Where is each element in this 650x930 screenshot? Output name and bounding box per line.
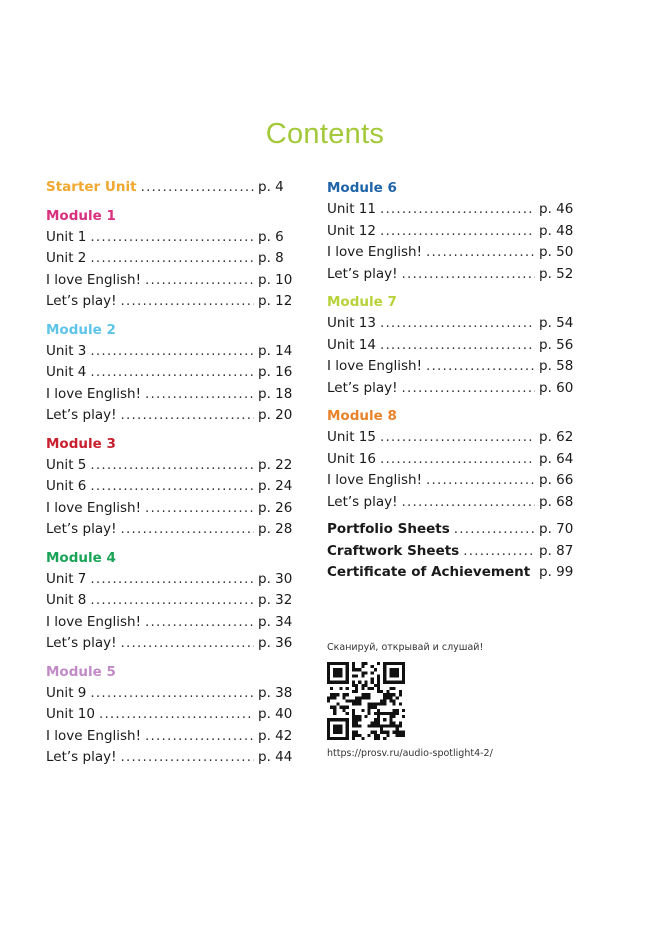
toc-entry[interactable] xyxy=(327,519,579,541)
toc-entry-page: p. 40 xyxy=(258,706,293,722)
toc-entry-page: p. 50 xyxy=(539,244,574,260)
toc-entry[interactable] xyxy=(46,590,298,612)
toc-leader-dots xyxy=(145,270,254,292)
toc-leader-dots xyxy=(380,449,535,471)
toc-entry-page: p. 28 xyxy=(258,521,293,537)
toc-entry-page: p. 8 xyxy=(258,250,284,266)
toc-entry-page: p. 24 xyxy=(258,478,293,494)
toc-leader-dots xyxy=(121,633,255,655)
toc-leader-dots xyxy=(426,356,535,378)
toc-entry[interactable] xyxy=(327,427,579,449)
toc-entry-page: p. 46 xyxy=(539,201,574,217)
toc-leader-dots xyxy=(121,747,255,769)
toc-entry-title: Unit 1 xyxy=(46,228,87,245)
toc-entry-title: Unit 8 xyxy=(46,592,87,608)
module-heading-module1: Module 1 xyxy=(46,207,116,224)
toc-entry-title: I love English! xyxy=(327,358,423,374)
toc-entry[interactable] xyxy=(327,470,579,492)
toc-entry-page: p. 70 xyxy=(539,521,574,537)
toc-leader-dots xyxy=(141,177,254,199)
toc-entry[interactable] xyxy=(46,569,298,591)
toc-entry-page: p. 66 xyxy=(539,472,574,488)
toc-entry-page: p. 20 xyxy=(258,407,293,423)
toc-entry-title: Unit 5 xyxy=(46,456,87,473)
toc-entry-title: I love English! xyxy=(46,385,142,402)
module-heading-module2: Module 2 xyxy=(46,321,116,338)
toc-entry[interactable] xyxy=(46,227,298,249)
toc-entry-page: p. 22 xyxy=(258,456,293,473)
toc-entry[interactable] xyxy=(46,612,298,634)
toc-leader-dots xyxy=(463,541,535,563)
toc-entry[interactable] xyxy=(46,633,298,655)
toc-entry[interactable] xyxy=(327,313,579,335)
toc-entry[interactable] xyxy=(46,726,298,748)
toc-leader-dots xyxy=(90,227,254,249)
toc-entry-title: Let’s play! xyxy=(46,407,117,423)
toc-entry[interactable] xyxy=(46,384,298,406)
toc-entry-title: I love English! xyxy=(46,727,142,744)
toc-entry-page: p. 60 xyxy=(539,379,574,396)
toc-entry-title: Unit 14 xyxy=(327,336,376,353)
toc-entry-title: Unit 10 xyxy=(46,706,95,722)
toc-entry-title: Unit 16 xyxy=(327,450,376,467)
toc-entry-page: p. 52 xyxy=(539,265,574,282)
toc-leader-dots xyxy=(90,455,254,477)
module-heading-module8: Module 8 xyxy=(327,408,397,424)
toc-entry-title: Unit 4 xyxy=(46,364,87,380)
toc-entry-title: Certificate of Achievement xyxy=(327,564,531,580)
toc-entry-title: Unit 6 xyxy=(46,478,87,494)
toc-leader-dots xyxy=(145,726,254,748)
toc-entry-page: p. 12 xyxy=(258,293,293,309)
toc-entry-title: I love English! xyxy=(46,271,142,288)
toc-entry[interactable] xyxy=(327,378,579,400)
qr-caption: Сканируй, открывай и слушай! xyxy=(327,642,484,653)
toc-entry-page: p. 32 xyxy=(258,592,293,608)
toc-entry-title: Let’s play! xyxy=(327,265,398,282)
qr-code-icon[interactable] xyxy=(327,662,405,740)
toc-entry[interactable] xyxy=(46,498,298,520)
toc-entry-title: Unit 15 xyxy=(327,429,376,445)
toc-leader-dots xyxy=(121,291,255,313)
toc-leader-dots xyxy=(426,470,535,492)
page-title: Contents xyxy=(265,118,385,150)
toc-leader-dots xyxy=(402,264,536,286)
toc-leader-dots xyxy=(90,476,254,498)
toc-leader-dots xyxy=(380,313,535,335)
toc-leader-dots xyxy=(121,519,255,541)
toc-entry-title: Unit 11 xyxy=(327,201,376,217)
toc-entry-page: p. 99 xyxy=(539,564,574,580)
toc-entry-title: Unit 12 xyxy=(327,222,376,239)
toc-entry[interactable] xyxy=(46,519,298,541)
toc-leader-dots xyxy=(534,562,535,584)
toc-entry-page: p. 16 xyxy=(258,364,293,380)
toc-entry[interactable] xyxy=(46,455,298,477)
toc-leader-dots xyxy=(380,335,535,357)
toc-entry[interactable] xyxy=(327,492,579,514)
toc-entry[interactable] xyxy=(46,362,298,384)
toc-leader-dots xyxy=(454,519,535,541)
module-heading-module7: Module 7 xyxy=(327,294,397,310)
toc-leader-dots xyxy=(145,612,254,634)
toc-entry-page: p. 38 xyxy=(258,684,293,701)
toc-leader-dots xyxy=(90,590,254,612)
toc-entry[interactable] xyxy=(46,248,298,270)
toc-entry-title: I love English! xyxy=(327,244,423,260)
toc-entry[interactable] xyxy=(327,199,579,221)
toc-leader-dots xyxy=(90,362,254,384)
toc-leader-dots xyxy=(90,341,254,363)
toc-entry-title: Unit 9 xyxy=(46,684,87,701)
toc-entry[interactable] xyxy=(46,704,298,726)
toc-entry-page: p. 6 xyxy=(258,228,284,245)
toc-leader-dots xyxy=(121,405,255,427)
toc-entry-page: p. 34 xyxy=(258,613,293,630)
toc-leader-dots xyxy=(380,199,535,221)
toc-entry-page: p. 10 xyxy=(258,271,293,288)
toc-entry-title: Unit 3 xyxy=(46,342,87,359)
toc-leader-dots xyxy=(145,384,254,406)
toc-right-column xyxy=(327,177,579,584)
toc-entry[interactable] xyxy=(327,242,579,264)
toc-leader-dots xyxy=(380,221,535,243)
toc-entry-page: p. 4 xyxy=(258,179,284,195)
toc-entry-title: I love English! xyxy=(327,472,423,488)
toc-entry[interactable] xyxy=(46,341,298,363)
toc-entry-page: p. 48 xyxy=(539,222,574,239)
toc-entry[interactable] xyxy=(46,270,298,292)
toc-entry-title: Unit 13 xyxy=(327,315,376,331)
toc-leader-dots xyxy=(145,498,254,520)
qr-url[interactable]: https://prosv.ru/audio-spotlight4-2/ xyxy=(327,748,493,759)
toc-entry-title: Let’s play! xyxy=(327,379,398,396)
toc-entry-title: Let’s play! xyxy=(46,293,117,309)
toc-entry-page: p. 64 xyxy=(539,450,574,467)
toc-entry-title: Craftwork Sheets xyxy=(327,542,460,559)
toc-entry[interactable] xyxy=(327,264,579,286)
toc-entry-title: I love English! xyxy=(46,499,142,516)
toc-entry-page: p. 56 xyxy=(539,336,574,353)
toc-entry-title: Unit 2 xyxy=(46,250,87,266)
toc-entry-title: Let’s play! xyxy=(46,635,117,651)
toc-entry-title: Let’s play! xyxy=(327,493,398,510)
toc-entry-page: p. 58 xyxy=(539,358,574,374)
toc-left-column xyxy=(46,177,298,769)
toc-entry[interactable] xyxy=(46,747,298,769)
toc-entry-title: Portfolio Sheets xyxy=(327,521,450,537)
toc-entry-page: p. 87 xyxy=(539,542,574,559)
toc-entry-title: Let’s play! xyxy=(46,749,117,765)
toc-leader-dots xyxy=(90,569,254,591)
module-heading-module6: Module 6 xyxy=(327,180,397,196)
toc-entry[interactable] xyxy=(46,177,298,199)
toc-entry-title: Unit 7 xyxy=(46,570,87,587)
module-heading-module4: Module 4 xyxy=(46,549,116,566)
toc-entry[interactable] xyxy=(46,405,298,427)
toc-entry-page: p. 42 xyxy=(258,727,293,744)
toc-entry-page: p. 18 xyxy=(258,385,293,402)
module-heading-module5: Module 5 xyxy=(46,663,116,680)
toc-entry-page: p. 62 xyxy=(539,429,574,445)
toc-entry[interactable] xyxy=(327,541,579,563)
toc-entry-page: p. 44 xyxy=(258,749,293,765)
toc-entry-page: p. 14 xyxy=(258,342,293,359)
toc-entry-title: I love English! xyxy=(46,613,142,630)
toc-entry-page: p. 26 xyxy=(258,499,293,516)
module-heading-module3: Module 3 xyxy=(46,435,116,452)
toc-entry-title: Starter Unit xyxy=(46,179,137,195)
toc-leader-dots xyxy=(402,378,536,400)
toc-entry-page: p. 30 xyxy=(258,570,293,587)
toc-leader-dots xyxy=(380,427,535,449)
toc-entry[interactable] xyxy=(327,221,579,243)
toc-entry-page: p. 68 xyxy=(539,493,574,510)
qr-block xyxy=(327,640,587,759)
toc-entry-page: p. 36 xyxy=(258,635,293,651)
toc-entry[interactable] xyxy=(46,291,298,313)
toc-entry[interactable] xyxy=(327,335,579,357)
toc-entry-page: p. 54 xyxy=(539,315,574,331)
toc-leader-dots xyxy=(426,242,535,264)
toc-leader-dots xyxy=(402,492,536,514)
toc-entry[interactable] xyxy=(327,449,579,471)
toc-leader-dots xyxy=(90,683,254,705)
toc-entry[interactable] xyxy=(327,562,579,584)
toc-leader-dots xyxy=(90,248,254,270)
toc-leader-dots xyxy=(99,704,254,726)
toc-entry[interactable] xyxy=(46,476,298,498)
toc-entry[interactable] xyxy=(46,683,298,705)
toc-entry-title: Let’s play! xyxy=(46,521,117,537)
toc-entry[interactable] xyxy=(327,356,579,378)
